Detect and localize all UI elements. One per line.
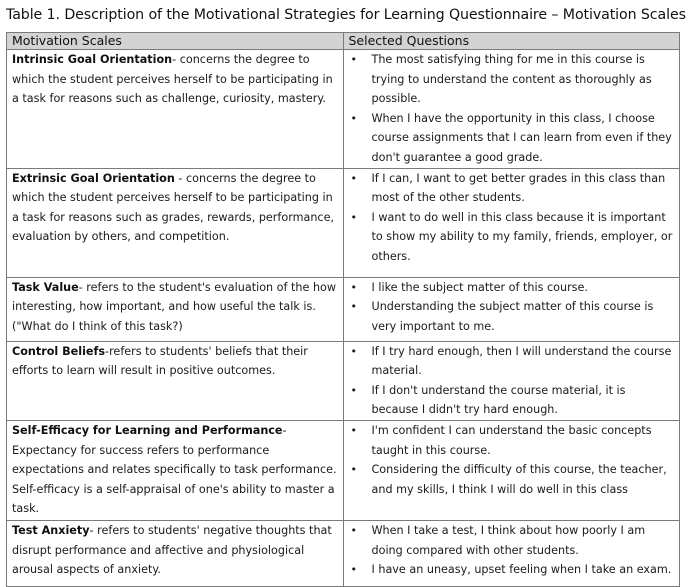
question-text: If I try hard enough, then I will understand the course material. [371,344,672,378]
questions-cell [343,420,680,520]
question-text: When I have the opportunity in this class, I choose course assignments that I can learn from even if they don't guarantee a good grade. [371,111,672,164]
scale-name: Test Anxiety [12,523,90,537]
bullet-icon: • [350,563,357,577]
scale-name: Extrinsic Goal Orientation [12,171,175,185]
table-row [7,277,680,341]
scale-cell [7,168,344,277]
scale-description: -refers to students' beliefs that their efforts to learn will result in positive outcomes. [12,344,308,378]
question-item [349,208,676,267]
scale-description: - Expectancy for success refers to performance expectations and relates specifically to task performance. Self-efficacy is a self-appraisal of one's ability to master a task. [12,423,337,516]
scale-name: Intrinsic Goal Orientation [12,53,173,66]
scale-cell [7,50,344,169]
table-row [7,420,680,520]
question-text: Understanding the subject matter of this course is very important to me. [371,300,654,333]
questions-cell [343,50,680,169]
question-list [349,278,676,337]
questions-cell [343,520,680,586]
question-text: If I don't understand the course material, it is because I didn't try hard enough. [371,383,626,417]
table-row [7,341,680,420]
question-item [349,381,676,420]
bullet-icon: • [350,344,357,358]
question-text: I'm confident I can understand the basic concepts taught in this course. [371,423,652,457]
question-item [349,560,676,580]
table-row [7,50,680,169]
header-motivation-scales: Motivation Scales [7,33,344,50]
question-list [349,50,676,168]
question-item [349,521,676,560]
bullet-icon: • [350,423,357,437]
question-list [349,169,676,267]
header-selected-questions: Selected Questions [343,33,680,50]
table-row [7,168,680,277]
scale-description: - refers to the student's evaluation of the how interesting, how important, and how useful the talk is. ("What do I think of this task?) [12,280,337,333]
question-list [349,521,676,580]
question-text: I like the subject matter of this course. [371,280,588,294]
questions-cell [343,341,680,420]
question-list [349,342,676,420]
question-text: Considering the difficulty of this course, the teacher, and my skills, I think I will do well in this class [371,463,667,496]
bullet-icon: • [350,111,357,125]
scale-description: - refers to students' negative thoughts that disrupt performance and affective and physiological arousal aspects of anxiety. [12,523,332,577]
bullet-icon: • [350,53,357,66]
scale-name: Task Value [12,280,79,294]
question-item [349,460,676,499]
scale-description: - concerns the degree to which the student perceives herself to be participating in a task for reasons such as challenge, curiosity, mastery. [12,53,333,106]
question-item [349,297,676,336]
scale-cell [7,420,344,520]
questions-cell [343,168,680,277]
scale-name: Self-Efficacy for Learning and Performance [12,423,283,437]
questions-cell [343,277,680,341]
bullet-icon: • [350,463,357,477]
scale-cell [7,341,344,420]
bullet-icon: • [350,300,357,314]
table-header-row [7,33,680,50]
bullet-icon: • [350,523,357,537]
motivation-scales-table [6,32,680,587]
question-text: I want to do well in this class because it is important to show my ability to my family, friends, employer, or others. [371,210,673,263]
bullet-icon: • [350,171,357,185]
bullet-icon: • [350,280,357,294]
bullet-icon: • [350,383,357,397]
question-text: The most satisfying thing for me in this course is trying to understand the content as thoroughly as possible. [371,53,652,106]
question-text: When I take a test, I think about how poorly I am doing compared with other students. [371,523,646,557]
question-text: I have an uneasy, upset feeling when I take an exam. [371,563,672,577]
question-text: If I can, I want to get better grades in this class than most of the other students. [371,171,666,205]
scale-description: - concerns the degree to which the student perceives herself to be participating in a task for reasons such as grades, rewards, performance, evaluation by others, and competition. [12,171,335,244]
question-item [349,421,676,460]
table-caption: Table 1. Description of the Motivational Strategies for Learning Questionnaire – Motivation Scales [6,7,686,23]
question-item [349,50,676,109]
bullet-icon: • [350,210,357,224]
scale-cell [7,520,344,586]
question-item [349,342,676,381]
question-item [349,278,676,298]
question-list [349,421,676,499]
table-row [7,520,680,586]
question-item [349,169,676,208]
scale-name: Control Beliefs [12,344,106,358]
question-item [349,109,676,168]
scale-cell [7,277,344,341]
